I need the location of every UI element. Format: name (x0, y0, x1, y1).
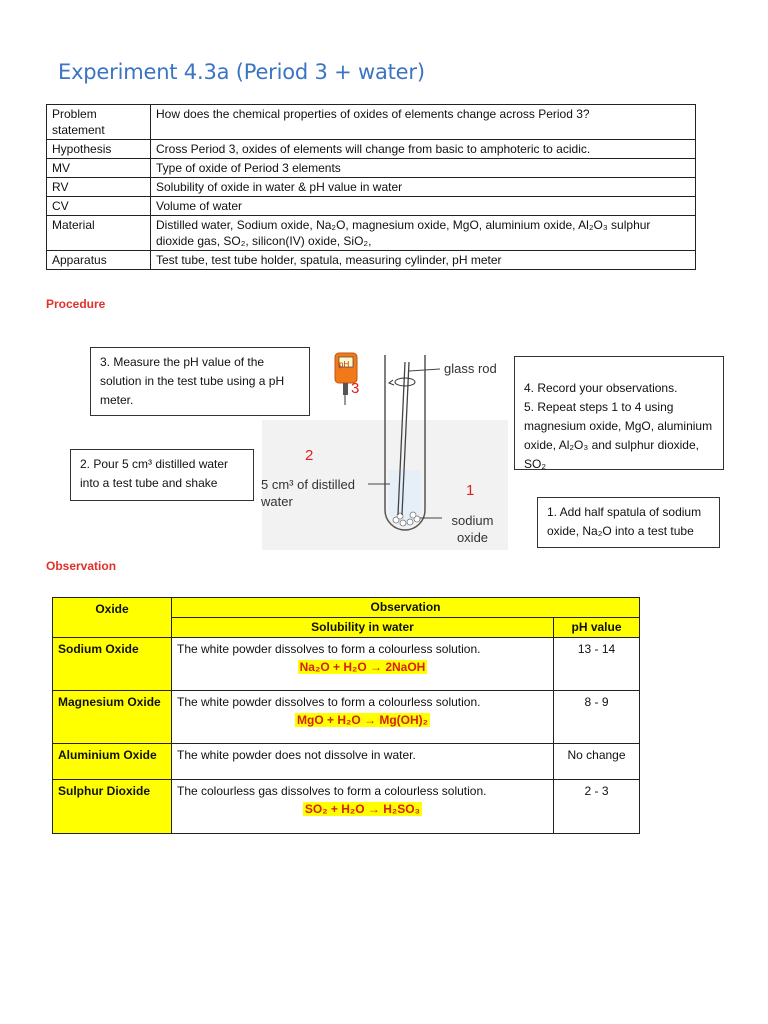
row-value: Test tube, test tube holder, spatula, measuring cylinder, pH meter (151, 251, 696, 270)
table-row (53, 638, 640, 691)
page-title: Experiment 4.3a (Period 3 + water) (58, 60, 425, 84)
row-value: Solubility of oxide in water & pH value in water (151, 178, 696, 197)
ph-value: No change (554, 744, 640, 780)
observation-heading: Observation (46, 559, 117, 573)
oxide-name: Magnesium Oxide (53, 691, 172, 744)
step-1-box (537, 497, 720, 548)
table-row (53, 780, 640, 834)
observation-text: The white powder does not dissolve in water. (177, 748, 416, 762)
equation: Na₂O + H₂O → 2NaOH (299, 660, 426, 674)
step-4-5-text: 4. Record your observations. 5. Repeat steps 1 to 4 using magnesium oxide, MgO, aluminium oxide, Al₂O₃ and sulphur dioxide, SO₂ (524, 381, 713, 471)
water-label: 5 cm³ of distilled water (261, 477, 355, 509)
oxide-name: Aluminium Oxide (53, 744, 172, 780)
observation-text: The white powder dissolves to form a colourless solution. (177, 642, 481, 656)
oxide-name: Sodium Oxide (53, 638, 172, 691)
step-2-text: 2. Pour 5 cm³ distilled water into a test tube and shake (80, 457, 229, 490)
col-observation-header: Observation (172, 598, 640, 618)
step-number-3: 3 (351, 380, 360, 397)
row-key: CV (47, 197, 151, 216)
row-value: Cross Period 3, oxides of elements will change from basic to amphoteric to acidic. (151, 140, 696, 159)
step-3-box (90, 347, 310, 416)
ph-value: 13 - 14 (554, 638, 640, 691)
header-row (53, 598, 640, 618)
step-number-1: 1 (466, 482, 475, 499)
col-solubility-header: Solubility in water (172, 618, 554, 638)
row-value: Volume of water (151, 197, 696, 216)
col-ph-header: pH value (554, 618, 640, 638)
observation-text: The white powder dissolves to form a colourless solution. (177, 695, 481, 709)
step-4-5-box (514, 356, 724, 470)
observation-text: The colourless gas dissolves to form a colourless solution. (177, 784, 487, 798)
equation: MgO + H₂O → Mg(OH)₂ (297, 713, 428, 727)
step-1-text: 1. Add half spatula of sodium oxide, Na₂O into a test tube (547, 505, 702, 538)
observation-cell (172, 780, 554, 834)
step-2-box (70, 449, 254, 501)
ph-meter-label: pH (339, 360, 350, 369)
row-key: Apparatus (47, 251, 151, 270)
observation-cell (172, 638, 554, 691)
row-value: Distilled water, Sodium oxide, Na₂O, magnesium oxide, MgO, aluminium oxide, Al₂O₃ sulphur dioxide gas, SO₂, silicon(IV) oxide, SiO₂, (151, 216, 696, 251)
col-oxide-header: Oxide (53, 598, 172, 638)
row-value: How does the chemical properties of oxides of elements change across Period 3? (151, 105, 696, 140)
step-3-text: 3. Measure the pH value of the solution in the test tube using a pH meter. (100, 355, 285, 407)
glass-rod-label: glass rod (444, 361, 497, 376)
observation-table (52, 597, 640, 834)
ph-value: 2 - 3 (554, 780, 640, 834)
oxide-name: Sulphur Dioxide (53, 780, 172, 834)
ph-value: 8 - 9 (554, 691, 640, 744)
equation: SO₂ + H₂O → H₂SO₃ (304, 802, 421, 816)
oxide-label: sodium oxide (451, 513, 494, 545)
step-number-2: 2 (305, 447, 314, 464)
observation-cell (172, 691, 554, 744)
procedure-heading: Procedure (46, 297, 106, 311)
row-key: MV (47, 159, 151, 178)
row-value: Type of oxide of Period 3 elements (151, 159, 696, 178)
table-row (53, 691, 640, 744)
row-key: Material (47, 216, 151, 251)
row-key: RV (47, 178, 151, 197)
observation-cell (172, 744, 554, 780)
table-row (53, 744, 640, 780)
row-key: Problem statement (47, 105, 151, 140)
row-key: Hypothesis (47, 140, 151, 159)
